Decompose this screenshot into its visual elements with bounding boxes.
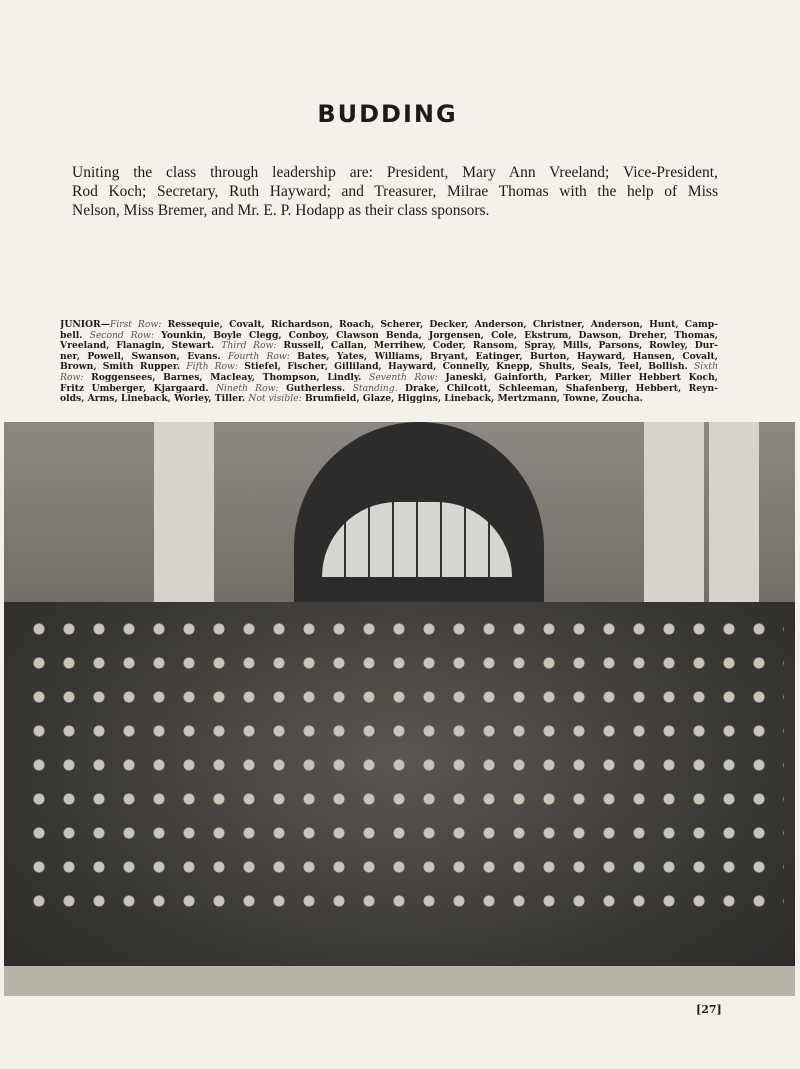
student-faces	[24, 612, 784, 912]
caption-names: Brumfield, Glaze, Higgins, Lineback, Mertzmann, Towne, Zoucha.	[301, 394, 643, 405]
intro-line: Uniting the class through leadership are: President, Mary Ann Vreeland; Vice-President,	[72, 164, 718, 181]
caption-names: Bates, Yates, Williams, Bryant, Eatinger, Burton, Hayward, Hansen, Covalt,	[289, 351, 718, 362]
row-label: Nineth Row:	[216, 383, 279, 394]
caption-names: Russell, Callan, Merrihew, Coder, Ransom, Spray, Mills, Parsons, Rowley, Dur-	[276, 341, 718, 352]
page-number: [27]	[696, 1003, 722, 1016]
caption-names: bell.	[60, 330, 90, 341]
caption-names: Fritz Umberger, Kjargaard.	[60, 383, 217, 394]
caption-names: JUNIOR—	[60, 320, 110, 330]
caption-line	[60, 362, 718, 373]
caption-names: Gutherless.	[278, 383, 353, 394]
row-label: Fifth Row:	[186, 362, 239, 373]
caption-names: olds, Arms, Lineback, Worley, Tiller.	[60, 394, 249, 405]
caption-names: Drake, Chilcott, Schleeman, Shafenberg, Hebbert, Reyn-	[397, 383, 718, 394]
caption-names: Janeski, Gainforth, Parker, Miller Hebbert Koch,	[437, 372, 718, 383]
caption-line	[60, 341, 718, 352]
intro-paragraph	[72, 163, 718, 220]
row-label: Seventh Row:	[369, 372, 438, 383]
row-label: First Row:	[109, 320, 162, 330]
row-label: Fourth Row:	[228, 351, 290, 362]
caption-names: Brown, Smith Rupper.	[60, 362, 187, 373]
page-title: BUDDING	[317, 100, 458, 128]
intro-line: Rod Koch; Secretary, Ruth Hayward; and Treasurer, Milrae Thomas with the help of Miss	[72, 183, 718, 200]
caption-names: ner, Powell, Swanson, Evans.	[60, 351, 228, 362]
row-label: Standing.	[352, 383, 398, 394]
caption-names: Stiefel, Fischer, Gilliland, Hayward, Connelly, Knepp, Shults, Seals, Teel, Bollish.	[238, 362, 694, 373]
caption-names: Vreeland, Flanagin, Stewart.	[60, 341, 222, 352]
caption-names: Ressequie, Covalt, Richardson, Roach, Scherer, Decker, Anderson, Christner, Anderson, Hunt, Camp-	[161, 320, 718, 330]
row-label: Second Row:	[89, 330, 155, 341]
row-label: Sixth	[693, 362, 718, 373]
row-label: Third Row:	[221, 341, 277, 352]
ground	[4, 966, 795, 996]
row-label: Not visible:	[248, 394, 302, 405]
caption-names: Roggensees, Barnes, Macleay, Thompson, Lindly.	[83, 372, 370, 383]
caption-line	[60, 394, 718, 405]
class-group-photo	[4, 422, 795, 996]
caption-line	[60, 352, 718, 363]
caption-names: Younkin, Boyle Clegg, Conboy, Clawson Benda, Jorgensen, Cole, Ekstrum, Dawson, Dreher, Thomas,	[154, 330, 718, 341]
row-label: Row:	[60, 372, 84, 383]
caption-line	[60, 384, 718, 395]
caption-line	[60, 373, 718, 384]
caption-line	[60, 331, 718, 342]
caption-line	[60, 320, 718, 331]
photo-caption	[60, 320, 718, 405]
intro-line: Nelson, Miss Bremer, and Mr. E. P. Hodapp as their class sponsors.	[72, 202, 490, 219]
